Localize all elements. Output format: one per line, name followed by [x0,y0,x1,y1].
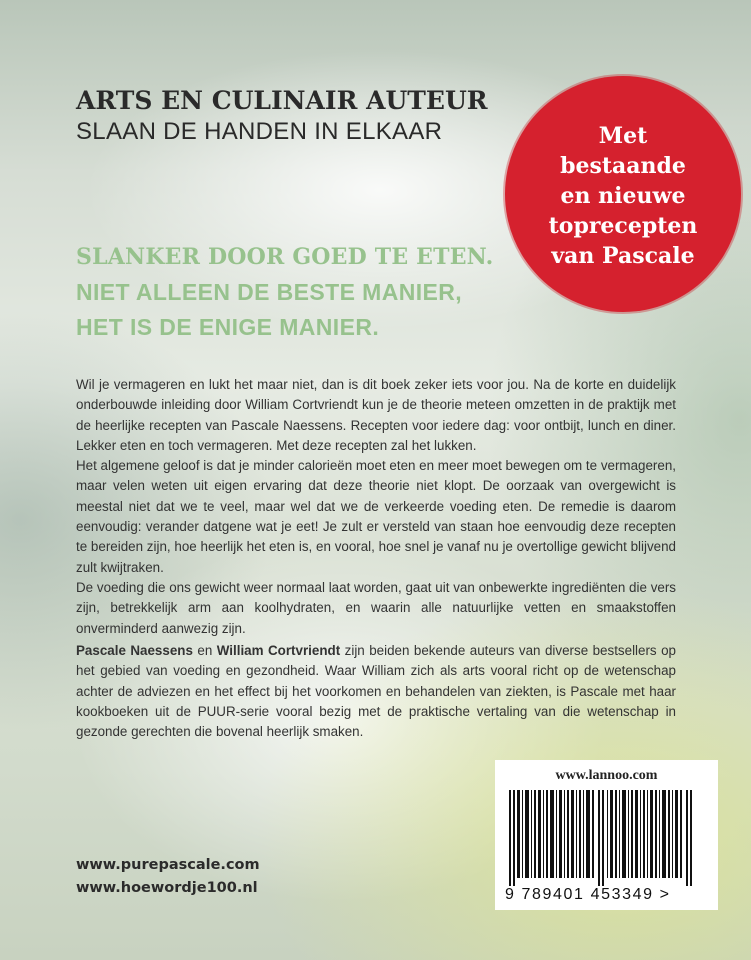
barcode-icon [505,790,708,886]
tagline [76,240,493,345]
body-paragraph-3: De voeding die ons gewicht weer normaal laat worden, gaat uit van onbewerkte ingrediënten die vers zijn, betrekkelijk arm aan koolhydraten, en waarin alle natuurlijke vetten en smaakstoffen onverminderd aanwezig zijn. [76,579,676,636]
body-text [76,375,676,639]
bio-text: zijn beiden bekende auteurs van diverse bestsellers op het gebied van voeding en gezondheid. Waar William zich als arts vooral richt op de wetenschap achter de adviezen en het effect bij het voorkomen en behandelen van ziekten, is Pascale met haar kookboeken uit de PUUR-serie vooral bezig met de praktische vertaling van die wetenschap in gezonde gerechten die bovenal heerlijk smaken. [76,643,676,740]
red-badge [505,76,741,312]
isbn-number: 9 789401 453349 > [505,886,671,903]
author-bio [76,641,676,742]
bio-connector: en [192,643,217,658]
publisher-url: www.lannoo.com [555,768,658,783]
tagline-line-2: NIET ALLEEN DE BESTE MANIER, [76,279,463,305]
author-pascale: Pascale Naessens [76,643,193,658]
link-purepascale[interactable]: www.purepascale.com [76,857,260,873]
tagline-line-3: HET IS DE ENIGE MANIER. [76,314,380,340]
badge-text: Met bestaande en nieuwe toprecepten van Pascale [548,123,698,269]
heading-slaan-handen: SLAAN DE HANDEN IN ELKAAR [76,118,443,145]
tagline-line-1: SLANKER DOOR GOED TE ETEN. [76,244,494,270]
body-paragraph-2: Het algemene geloof is dat je minder calorieën moet eten en meer moet bewegen om te vermageren, maar velen weten uit eigen ervaring dat deze theorie niet klopt. De oorzaak van overgewicht is meestal niet dat we te veel, maar wel dat we de verkeerde voeding eten. De remedie is daarom eenvoudig: verander datgene wat je eet! Je zult er versteld van staan hoe eenvoudig deze recepten te bereiden zijn, hoe heerlijk het eten is, en vooral, hoe snel je vanaf nu je overtollige gewicht blijvend zult kwijtraken. [76,458,676,575]
website-links [76,854,260,900]
body-paragraph-1: Wil je vermageren en lukt het maar niet, dan is dit boek zeker iets voor jou. Na de korte en duidelijk onderbouwde inleiding door William Cortvriendt kun je de theorie meteen omzetten in de praktijk met de heerlijke recepten van Pascale Naessens. Recepten voor iedere dag: voor ontbijt, lunch en diner. Lekker eten en toch vermageren. Met deze recepten zal het lukken. [76,377,676,453]
author-william: William Cortvriendt [216,643,341,658]
link-hoewordje100[interactable]: www.hoewordje100.nl [76,880,258,896]
heading-arts-culinair: ARTS EN CULINAIR AUTEUR [76,86,488,115]
barcode-box [495,760,718,910]
